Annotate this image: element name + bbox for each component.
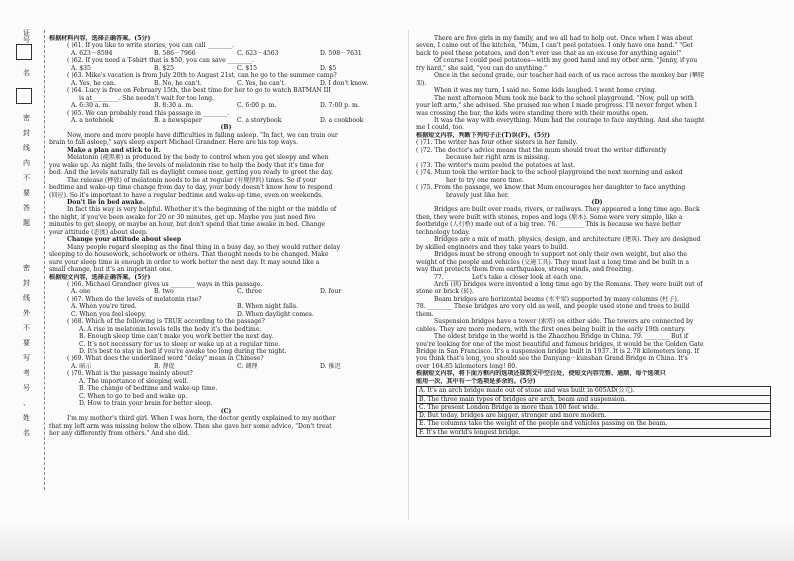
passage-line: Make a plan and stick to it.	[67, 146, 161, 154]
margin-label: 考	[23, 369, 30, 377]
option[interactable]: A. a notebook	[71, 116, 114, 124]
passage-c-start	[49, 415, 403, 437]
passage-line: Bridges must be strong enough to support not only their own weight, but also the	[434, 251, 688, 259]
passage-line: weight of the people and vehicles (交通工具). They must last a long time and be built in a	[416, 258, 690, 266]
passage-line: stone or brick (砖).	[416, 288, 474, 296]
option[interactable]: C. 623－4563	[237, 49, 279, 57]
true-false-items	[416, 139, 778, 199]
option[interactable]: D. I don't know.	[320, 79, 369, 87]
section-intro: 根据材料内容，选择正确答案。(5分)	[49, 35, 151, 42]
passage-line: 77. ________ Let's take a closer look at each one.	[434, 273, 583, 281]
option[interactable]: B. 督促	[154, 362, 175, 370]
option[interactable]: A. 623－8594	[71, 49, 113, 57]
option[interactable]: B. No, he can't.	[154, 79, 202, 87]
option[interactable]: B. 586－7966	[154, 49, 196, 57]
passage-line: The oldest bridge in the world is the Zhaozhou Bridge in China. 79. ________ But if	[434, 333, 689, 341]
option[interactable]: C. three	[237, 288, 262, 296]
passage-line: Beam bridges are horizontal beams (水平梁) supported by many columns (柱子).	[434, 295, 679, 303]
passage-d	[416, 206, 778, 370]
option[interactable]: C. When to go to bed and wake up.	[79, 392, 188, 400]
passage-line: The release (释放) of melatonin needs to be at regular (有规律的) times. So if your	[67, 176, 317, 184]
options-65	[49, 117, 403, 124]
option[interactable]: D. four	[320, 288, 342, 296]
option[interactable]: A. one	[71, 288, 91, 296]
option[interactable]: A. The importance of sleeping well.	[79, 377, 189, 385]
option[interactable]: A. A rise in melatonin levels tells the body it's the bedtime.	[79, 325, 262, 333]
option[interactable]: C. Yes, he can't.	[237, 79, 286, 87]
option[interactable]: B. The change of bedtime and wake-up time.	[79, 385, 218, 393]
question-66[interactable]: ( )66. Michael Grandner gives us ________ ways in this passage.	[67, 280, 263, 288]
option[interactable]: B. two	[154, 288, 174, 296]
margin-label: 题	[23, 219, 30, 227]
passage-b	[49, 132, 403, 274]
passage-b-label: (B)	[220, 124, 232, 132]
question-67[interactable]: ( )67. When do the levels of melatonin rise?	[67, 295, 202, 303]
passage-line: then, they were built with stones, ropes and logs (原木). Some were very simple, like a	[416, 213, 683, 221]
margin-label: 、	[23, 399, 30, 407]
margin-label: 号	[23, 384, 30, 392]
tf-item: ( )75. From the passage, we know that Mum encourages her daughter to face anything	[416, 184, 686, 192]
passage-c-label: (C)	[220, 407, 232, 415]
exam-number-box[interactable]	[16, 44, 32, 60]
option[interactable]: B. $25	[154, 64, 174, 72]
margin-label: 不	[23, 174, 30, 182]
option[interactable]: C. $15	[237, 64, 257, 72]
passage-line: Melatonin (褪黑素) is produced by the body to control when you get sleepy and when	[67, 154, 329, 162]
passage-line: In fact this way is very helpful. Whether it's the beginning of the night or the middle of	[67, 206, 337, 214]
option[interactable]: D. 598－7631	[320, 49, 362, 57]
option[interactable]: D. It's best to stay in bed if you're awake too long during the night.	[79, 348, 287, 356]
option[interactable]: C. It's not necessary for us to sleep or wake up at a regular time.	[79, 340, 281, 348]
passage-c-cont	[416, 35, 778, 132]
option[interactable]: D. When daylight comes.	[237, 310, 314, 318]
passage-line: Arch (拱) bridges were invented a long time ago by the Romans. They were built out of	[434, 280, 703, 288]
option-box-item: E. The columns take the weight of the people and vehicles passing on the beam.	[417, 420, 771, 428]
passage-line: the night, if you've been awake for 20 or 30 minutes, get up. Maybe you just need five	[49, 213, 316, 221]
binding-margin	[0, 30, 44, 490]
margin-label: 答	[23, 204, 30, 212]
options-67-row2	[49, 311, 403, 318]
option[interactable]: A. 6:30 a. m.	[71, 102, 111, 110]
passage-line: When it was my turn, I said no. Some kids laughed. I went home crying.	[434, 87, 657, 95]
option-box-item: C. The present London Bridge is more than 100 feet wide.	[417, 403, 771, 411]
passage-line: that my left arm was missing below the elbow. Then she gave her some advice, "Don't treat	[49, 422, 332, 430]
question-68[interactable]: ( )68. Which of the following is TRUE according to the passage?	[67, 318, 265, 326]
question-65[interactable]: ( )65. We can probably read this passage in ________.	[67, 109, 230, 117]
option-box-item: D. But today, bridges are bigger, stronger and more modern.	[417, 412, 771, 420]
option[interactable]: A. $35	[71, 64, 91, 72]
passage-line: Now, more and more people have difficulties in falling asleep. "In fact, we can train our	[67, 131, 338, 139]
option[interactable]: C. a storybook	[237, 116, 282, 124]
options-62	[49, 65, 403, 72]
passage-line: small change, but it's an important one.	[49, 266, 173, 274]
option[interactable]: D. How to train your brain for better sleep.	[79, 400, 213, 408]
option[interactable]: D. 7:00 p. m.	[320, 102, 360, 110]
options-63	[49, 80, 403, 87]
options-66	[49, 288, 403, 295]
seal-line	[44, 30, 45, 490]
option[interactable]: C. 6:00 p. m.	[237, 102, 277, 110]
passage-line: Suspension bridges have a tower (索塔) on either side. The towers are connected by	[434, 318, 694, 326]
margin-label: 线	[23, 294, 30, 302]
passage-line: way that protects them from earthquakes, strong winds, and freezing.	[416, 266, 634, 274]
passage-line: Once in the second grade, our teacher had each of us race across the monkey bar (攀爬	[434, 72, 704, 80]
scan-shadow	[0, 520, 794, 561]
option-box-item: F. It's the world's longest bridge.	[417, 428, 771, 436]
option[interactable]: B. 8:30 a. m.	[154, 102, 194, 110]
left-column	[49, 35, 403, 437]
passage-line: technology today.	[416, 228, 471, 236]
passage-line: her any differently from others." And she did.	[49, 430, 190, 438]
right-column	[416, 35, 778, 437]
options-61	[49, 50, 403, 57]
question-70[interactable]: ( )70. What is the passage mainly about?	[67, 370, 193, 378]
option[interactable]: A. Yes, he can.	[71, 79, 116, 87]
margin-label: 姓	[23, 414, 30, 422]
passage-line: sure your sleep time is enough in order to work better the next day. It may sound like a	[49, 258, 320, 266]
margin-label: 线	[23, 144, 30, 152]
option[interactable]: A. When you're tired.	[71, 303, 137, 311]
option[interactable]: A. 暗示	[71, 362, 92, 370]
passage-line: I'm my mother's third girl. When I was born, the doctor gently explained to my mother	[67, 415, 336, 423]
passage-line: footbridge (人行桥) made out of a big tree. 76. ________ This is because we have better	[416, 221, 681, 229]
margin-label: 写	[23, 354, 30, 362]
passage-line: 架).	[416, 79, 427, 87]
question-61[interactable]: ( )61. If you like to write stories, you can call ________.	[67, 42, 234, 50]
passage-line: was crossing the bar, the kids were standing there with their mouths open.	[416, 109, 649, 117]
passage-line: Of course I could peel potatoes—with my good hand and my other arm. "Jenny, if you	[434, 57, 698, 65]
passage-line: The next afternoon Mum took me back to the school playground. "Now, pull up with	[434, 94, 694, 102]
passage-line: me I could, too.	[416, 124, 465, 132]
c-intro: 根据短文内容，判断下列句子正(T)误(F)。(5分)	[416, 131, 550, 139]
passage-line: seven, I came out of the kitchen, "Mum, I can't peel potatoes. I only have one hand." "Get	[416, 42, 693, 50]
passage-line: your attitude (态度) about sleep.	[49, 228, 148, 236]
margin-label: 封	[23, 279, 30, 287]
passage-line: Don't lie in bed awake.	[67, 198, 145, 206]
option[interactable]: D. a cookbook	[320, 116, 364, 124]
option-box-item: A. It's an arch bridge made out of stone and was built in 605AD(公元).	[417, 387, 771, 395]
margin-label: 不	[23, 324, 30, 332]
tf-item: ( )74. Mum took the writer back to the school playground the next morning and asked	[416, 169, 683, 177]
options-69	[49, 363, 403, 370]
b-intro: 根据短文内容，选择正确答案。(5分)	[49, 273, 151, 281]
passage-d-label: (D)	[591, 198, 603, 206]
passage-line: It was the way with everything. Mum had the courage to face anything. And she taught	[434, 116, 705, 124]
option[interactable]: C. 调理	[237, 362, 258, 370]
passage-line: your left arm," she advised. She praised me when I made progress. I'll never forget when I	[416, 102, 697, 110]
option[interactable]: D. $5	[320, 64, 337, 72]
passage-line: back to peel these potatoes, and don't ever use that as an excuse for anything again!"	[416, 49, 682, 57]
passage-line: you wake up. As night falls, the levels of melatonin rise to help the body that it's time for	[49, 161, 325, 169]
option[interactable]: B. When night falls.	[237, 303, 298, 311]
passage-line: 78. ________ These bridges are very old as well, and people used stone and trees to build	[416, 303, 690, 311]
name-box[interactable]	[16, 88, 32, 104]
passage-line: minutes to get sleepy, or maybe an hour, but don't spend that time awake in bed. Change	[49, 221, 326, 229]
passage-line: sleeping to do housework, schoolwork or others. That thought needs to be changed. Make	[49, 251, 329, 259]
options-67-row1	[49, 303, 403, 310]
option[interactable]: B. a newspaper	[154, 116, 202, 124]
tf-item: ( )71. The writer has four other sisters in her family.	[416, 139, 578, 147]
margin-label: 名	[23, 69, 30, 77]
passage-line: you're looking for one of the most beautiful and famous bridges, it would be the Golden Gate	[416, 340, 704, 348]
options-64	[49, 102, 403, 109]
passage-line: There are five girls in my family, and we all had to help out. Once when I was about	[434, 35, 693, 42]
passage-line: Bridge in San Francisco. It's a suspension bridge built in 1937. It is 2.78 kilometers long. If	[416, 348, 699, 356]
option[interactable]: B. Enough sleep time can't make you work better the next day.	[79, 333, 274, 341]
tf-item: bravely just like her.	[446, 191, 509, 199]
passage-line: them.	[416, 310, 434, 318]
option[interactable]: D. 推迟	[320, 362, 341, 370]
margin-label: 封	[23, 129, 30, 137]
passage-line: bedtime and wake-up time change from day to day, your body doesn't know how to respond	[49, 184, 333, 192]
question-64-cont: is at ________. She needn't wait for too long.	[79, 94, 215, 102]
question-69[interactable]: ( )69. What does the underlined word "delay" mean in Chinese?	[67, 355, 264, 363]
passage-line: cables. They are more modern, with the first ones being built in the early 19th century.	[416, 325, 686, 333]
tf-item: ( )72. The doctor's advice means that the mum should treat the writer differently	[416, 146, 667, 154]
passage-line: brain to fall asleep," says sleep expert Michael Grandner. Here are his top ways.	[49, 139, 299, 147]
margin-label: 密	[23, 264, 30, 272]
margin-label: 证号	[23, 29, 30, 45]
passage-line: try hard," she said, "you can do anything."	[416, 64, 547, 72]
passage-line: Bridges are built over roads, rivers, or railways. They appeared a long time ago. Back	[434, 206, 700, 214]
question-63[interactable]: ( )63. Mike's vacation is from July 20th to August 21st, can he go to the summer camp?	[67, 72, 337, 80]
margin-label: 要	[23, 339, 30, 347]
margin-label: 要	[23, 189, 30, 197]
passage-line: Many people regard sleeping as the final thing in a busy day, so they would rather delay	[67, 243, 341, 251]
option[interactable]: C. When you feel sleepy.	[71, 310, 147, 318]
question-62[interactable]: ( )62. If you need a T-shirt that is $50, you can save ________.	[67, 57, 254, 65]
margin-label: 外	[23, 309, 30, 317]
passage-line: by skilled engineers and they take years to build.	[416, 243, 569, 251]
d-intro-1: 根据短文内容，将下面方框内的选项还原到文中空白处，使短文内容完整、通顺，每个选项只	[416, 370, 666, 378]
tf-item: her to try one more time.	[446, 176, 524, 184]
passage-line: over 164.85 kilometers long! 80. ________	[416, 362, 544, 370]
d-intro-2: 能用一次，其中有一个选项是多余的。(5分)	[416, 377, 536, 385]
question-64[interactable]: ( )64. Lucy is free on February 15th, the best time for her to go to watch BATMAN III	[67, 87, 331, 95]
column-divider	[408, 30, 409, 520]
tf-item: because her right arm is missing.	[446, 154, 550, 162]
option-box-item: B. The three main types of bridges are arch, beam and suspension.	[417, 395, 771, 403]
passage-line: (回应). So it's important to have a regular bedtime and wake-up time, even on weekends.	[49, 191, 324, 199]
margin-label: 名	[23, 429, 30, 437]
margin-label: 内	[23, 159, 30, 167]
tf-item: ( )73. The writer's mum peeled the potatoes at last.	[416, 161, 576, 169]
passage-line: Bridges are a mix of math, physics, design, and architecture (建筑). They are designed	[434, 236, 701, 244]
options-box	[416, 386, 771, 437]
passage-line: bed. And the levels naturally fall as daylight comes near, getting you ready to greet the day.	[49, 169, 334, 177]
margin-label: 密	[23, 114, 30, 122]
passage-line: Change your attitude about sleep	[67, 236, 182, 244]
passage-line: you think that's long, you should see the Danyang－kunshan Grand Bridge in China. It's	[416, 355, 688, 363]
